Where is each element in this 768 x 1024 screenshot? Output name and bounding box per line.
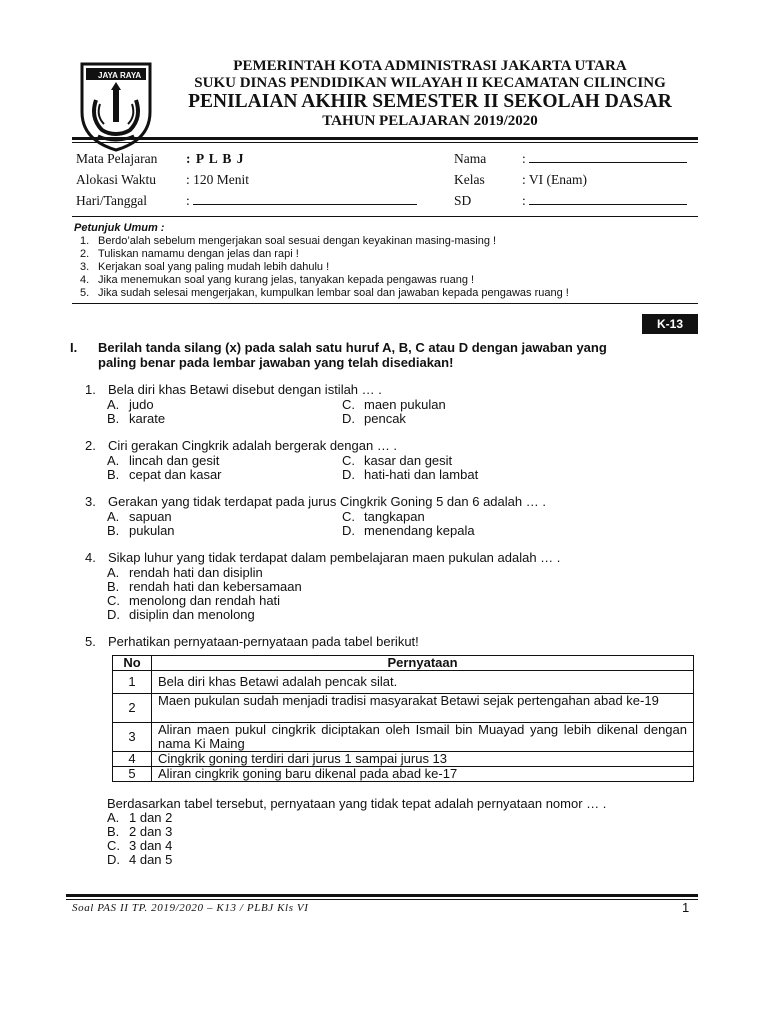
option-letter: D. <box>107 607 120 622</box>
option-letter: C. <box>107 593 120 608</box>
option-d[interactable] <box>342 411 406 426</box>
statements-table <box>112 655 694 782</box>
mapel-value: : P L B J <box>186 151 245 166</box>
question-5-followup: Berdasarkan tabel tersebut, pernyataan yang tidak tepat adalah pernyataan nomor … . <box>107 796 607 811</box>
option-letter: C. <box>342 397 355 412</box>
logo-text-raya: RAYA <box>120 71 142 80</box>
question-text: Bela diri khas Betawi disebut dengan istilah … . <box>108 382 382 397</box>
instruction-text: Jika menemukan soal yang kurang jelas, tanyakan kepada pengawas ruang ! <box>98 274 475 286</box>
option-text: 3 dan 4 <box>129 838 173 853</box>
option-text: kasar dan gesit <box>364 453 453 468</box>
table-row <box>113 671 694 694</box>
table-row <box>113 694 694 723</box>
option-text: sapuan <box>129 509 172 524</box>
section-instruction-line1: Berilah tanda silang (x) pada salah satu huruf A, B, C atau D dengan jawaban yang <box>98 340 607 355</box>
option-letter: A. <box>107 509 120 524</box>
sd-blank[interactable] <box>529 193 687 205</box>
kelas-value: : VI (Enam) <box>522 172 587 187</box>
question-4 <box>85 550 561 565</box>
table-row <box>113 752 694 767</box>
question-1 <box>85 382 382 397</box>
footer-divider-thin <box>66 899 698 900</box>
header-divider-thin <box>72 142 698 143</box>
instruction-number: 1. <box>80 235 90 247</box>
instruction-text: Tuliskan namamu dengan jelas dan rapi ! <box>98 248 299 260</box>
option-letter: B. <box>107 523 120 538</box>
section-instruction-line2: paling benar pada lembar jawaban yang telah disediakan! <box>98 355 454 370</box>
option-c[interactable] <box>342 509 425 524</box>
option-a[interactable] <box>107 565 263 580</box>
table-row <box>113 723 694 752</box>
option-text: disiplin dan menolong <box>129 607 255 622</box>
instruction-item <box>80 287 569 299</box>
option-letter: B. <box>107 579 120 594</box>
option-text: karate <box>129 411 166 426</box>
question-number: 3. <box>85 494 96 509</box>
option-letter: C. <box>107 838 120 853</box>
option-letter: A. <box>107 453 120 468</box>
question-number: 5. <box>85 634 96 649</box>
table-cell-no: 1 <box>113 671 152 694</box>
option-b[interactable] <box>107 523 175 538</box>
footer-divider-thick <box>66 894 698 897</box>
option-text: rendah hati dan disiplin <box>129 565 263 580</box>
option-text: cepat dan kasar <box>129 467 222 482</box>
identity-divider <box>72 216 698 217</box>
option-letter: D. <box>342 523 355 538</box>
sd-label: SD <box>454 193 472 208</box>
option-text: rendah hati dan kebersamaan <box>129 579 302 594</box>
table-cell-statement: Aliran cingkrik goning baru dikenal pada abad ke-17 <box>152 767 694 782</box>
header-school-year: TAHUN PELAJARAN 2019/2020 <box>322 113 538 129</box>
header-agency: SUKU DINAS PENDIDIKAN WILAYAH II KECAMATAN CILINCING <box>194 75 666 91</box>
footer-text: Soal PAS II TP. 2019/2020 – K13 / PLBJ Kls VI <box>72 902 309 914</box>
instruction-number: 3. <box>80 261 90 273</box>
option-letter: B. <box>107 824 120 839</box>
question-text: Ciri gerakan Cingkrik adalah bergerak dengan … . <box>108 438 398 453</box>
instructions-divider <box>72 303 698 304</box>
option-c[interactable] <box>107 593 280 608</box>
instruction-item <box>80 248 299 260</box>
page-number: 1 <box>682 900 690 915</box>
question-5 <box>85 634 419 649</box>
question-2 <box>85 438 398 453</box>
option-text: pencak <box>364 411 406 426</box>
option-letter: A. <box>107 565 120 580</box>
option-a[interactable] <box>107 453 219 468</box>
option-d[interactable] <box>107 852 172 867</box>
instruction-item <box>80 235 496 247</box>
option-letter: C. <box>342 453 355 468</box>
instruction-number: 4. <box>80 274 90 286</box>
option-letter: C. <box>342 509 355 524</box>
table-header-statement: Pernyataan <box>152 656 694 671</box>
hari-colon: : <box>186 193 190 208</box>
curriculum-badge: K-13 <box>642 314 698 334</box>
option-a[interactable] <box>107 397 154 412</box>
option-letter: D. <box>342 467 355 482</box>
instruction-item <box>80 261 329 273</box>
instruction-text: Berdo’alah sebelum mengerjakan soal sesuai dengan keyakinan masing-masing ! <box>98 235 497 247</box>
option-text: 2 dan 3 <box>129 824 173 839</box>
mapel-label: Mata Pelajaran <box>76 151 158 166</box>
option-text: judo <box>129 397 154 412</box>
hari-blank[interactable] <box>193 193 417 205</box>
option-letter: B. <box>107 411 120 426</box>
question-number: 1. <box>85 382 96 397</box>
option-a[interactable] <box>107 509 172 524</box>
option-d[interactable] <box>342 467 478 482</box>
table-cell-no: 4 <box>113 752 152 767</box>
question-text: Gerakan yang tidak terdapat pada jurus Cingkrik Goning 5 dan 6 adalah … . <box>108 494 546 509</box>
instruction-text: Kerjakan soal yang paling mudah lebih dahulu ! <box>98 261 330 273</box>
option-c[interactable] <box>107 838 172 853</box>
hari-label: Hari/Tanggal <box>76 193 148 208</box>
table-cell-statement: Cingkrik goning terdiri dari jurus 1 sampai jurus 13 <box>152 752 694 767</box>
option-letter: D. <box>107 852 120 867</box>
option-text: menendang kepala <box>364 523 475 538</box>
instructions-title: Petunjuk Umum : <box>74 222 165 234</box>
header-government: PEMERINTAH KOTA ADMINISTRASI JAKARTA UTARA <box>233 58 627 74</box>
table-cell-no: 3 <box>113 723 152 752</box>
question-3 <box>85 494 546 509</box>
section-number: I. <box>70 340 78 355</box>
option-text: maen pukulan <box>364 397 446 412</box>
table-cell-statement: Aliran maen pukul cingkrik diciptakan oleh Ismail bin Muayad yang lebih dikenal dengan nama Ki Maing <box>152 723 694 752</box>
option-d[interactable] <box>342 523 475 538</box>
option-text: tangkapan <box>364 509 425 524</box>
header-exam-title: PENILAIAN AKHIR SEMESTER II SEKOLAH DASAR <box>188 91 672 112</box>
kelas-label: Kelas <box>454 172 485 187</box>
option-b[interactable] <box>107 467 222 482</box>
option-a[interactable] <box>107 810 172 825</box>
option-text: 4 dan 5 <box>129 852 173 867</box>
alokasi-label: Alokasi Waktu <box>76 172 157 187</box>
option-d[interactable] <box>107 607 255 622</box>
table-cell-no: 2 <box>113 694 152 723</box>
option-letter: B. <box>107 467 120 482</box>
option-text: pukulan <box>129 523 175 538</box>
nama-label: Nama <box>454 151 487 166</box>
instruction-number: 5. <box>80 287 90 299</box>
option-text: lincah dan gesit <box>129 453 220 468</box>
option-letter: A. <box>107 397 120 412</box>
table-header-row <box>113 656 694 671</box>
instruction-number: 2. <box>80 248 90 260</box>
nama-field[interactable] <box>522 151 687 167</box>
logo-text-jaya: JAYA <box>98 71 118 80</box>
question-text: Perhatikan pernyataan-pernyataan pada tabel berikut! <box>108 634 419 649</box>
option-b[interactable] <box>107 824 172 839</box>
option-b[interactable] <box>107 411 165 426</box>
alokasi-value: : 120 Menit <box>186 172 249 187</box>
nama-blank[interactable] <box>529 151 687 163</box>
sd-field[interactable] <box>522 193 687 209</box>
question-number: 2. <box>85 438 96 453</box>
option-c[interactable] <box>342 453 452 468</box>
table-header-no: No <box>113 656 152 671</box>
nama-colon: : <box>522 151 526 166</box>
option-text: menolong dan rendah hati <box>129 593 281 608</box>
table-cell-no: 5 <box>113 767 152 782</box>
option-b[interactable] <box>107 579 302 594</box>
table-cell-statement: Bela diri khas Betawi adalah pencak silat. <box>152 671 694 694</box>
option-letter: A. <box>107 810 120 825</box>
option-text: hati-hati dan lambat <box>364 467 479 482</box>
question-text: Sikap luhur yang tidak terdapat dalam pembelajaran maen pukulan adalah … . <box>108 550 561 565</box>
option-letter: D. <box>342 411 355 426</box>
header-divider-thick <box>72 137 698 140</box>
instruction-item <box>80 274 474 286</box>
option-c[interactable] <box>342 397 446 412</box>
option-text: 1 dan 2 <box>129 810 173 825</box>
sd-colon: : <box>522 193 526 208</box>
hari-field[interactable] <box>186 193 417 209</box>
table-row <box>113 767 694 782</box>
table-cell-statement: Maen pukulan sudah menjadi tradisi masyarakat Betawi sejak pertengahan abad ke-19 <box>152 694 694 723</box>
question-number: 4. <box>85 550 96 565</box>
instruction-text: Jika sudah selesai mengerjakan, kumpulkan lembar soal dan jawaban kepada pengawas ruang ! <box>98 287 569 299</box>
